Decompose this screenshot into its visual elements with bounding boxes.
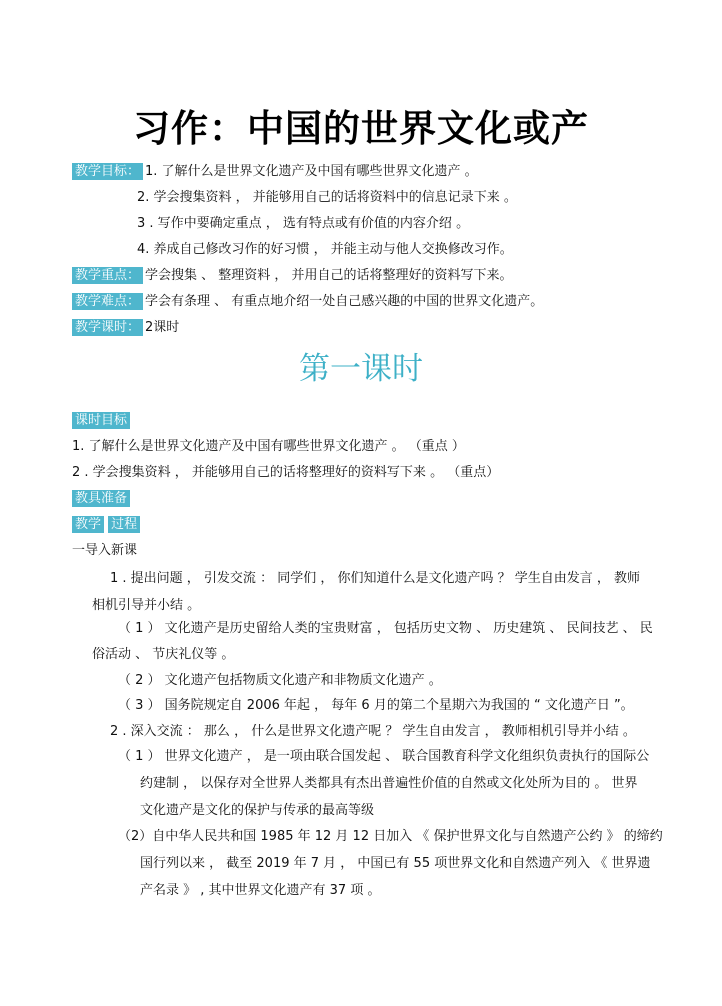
body-line: 文化遗产是文化的保护与传承的最高等级 <box>140 803 375 818</box>
body-line: 产名录 》 , 其中世界文化遗产有 37 项 。 <box>140 883 381 898</box>
difficulty-text: 学会有条理 、 有重点地介绍一处自己感兴趣的中国的世界文化遗产。 <box>145 294 544 309</box>
body-line: （ 2 ） 文化遗产包括物质文化遗产和非物质文化遗产 。 <box>118 673 442 688</box>
lesson-goal-heading <box>72 412 130 430</box>
lesson-goal-item: 2 . 学会搜集资料 ， 并能够用自己的话将整理好的资料写下来 。 （重点） <box>72 465 500 480</box>
body-line: （ 1 ） 世界文化遗产 ， 是一项由联合国发起 、 联合国教育科学文化组织负责执行的国际公 <box>118 749 650 764</box>
objective-item: 3 . 写作中要确定重点 ， 选有特点或有价值的内容介绍 。 <box>137 216 470 231</box>
difficulty-label: 教学难点： <box>72 293 143 310</box>
body-line: （2）自中华人民共和国 1985 年 12 月 12 日加入 《 保护世界文化与自然遗产公约 》 的缔约 <box>118 829 663 844</box>
process-label-a: 教学 <box>72 516 104 533</box>
lesson-goal-label: 课时目标 <box>72 412 130 429</box>
body-line: （ 3 ） 国务院规定自 2006 年起 ， 每年 6 月的第二个星期六为我国的 “ 文化遗产日 ”。 <box>118 698 634 713</box>
objective-item: 4. 养成自己修改习作的好习惯 ， 并能主动与他人交换修改习作。 <box>137 242 513 257</box>
process-label-b: 过程 <box>108 516 140 533</box>
objective-item: 2. 学会搜集资料 ， 并能够用自己的话将资料中的信息记录下来 。 <box>137 190 517 205</box>
hours-label: 教学课时： <box>72 319 143 336</box>
prep-heading <box>72 490 130 508</box>
focus-row <box>72 267 513 285</box>
lesson-goal-item: 1. 了解什么是世界文化遗产及中国有哪些世界文化遗产 。 （重点 ） <box>72 439 465 454</box>
body-line: 1 . 提出问题 ， 引发交流 ： 同学们 ， 你们知道什么是文化遗产吗 ？ 学生自由发言 ， 教师 <box>110 571 640 586</box>
objectives-label: 教学目标： <box>72 163 143 180</box>
prep-label: 教具准备 <box>72 490 130 507</box>
difficulty-row <box>72 293 543 311</box>
body-line: 俗活动 、 节庆礼仪等 。 <box>92 647 235 662</box>
objective-item: 1. 了解什么是世界文化遗产及中国有哪些世界文化遗产 。 <box>145 164 478 179</box>
process-heading <box>72 516 140 534</box>
focus-text: 学会搜集 、 整理资料 ， 并用自己的话将整理好的资料写下来。 <box>145 268 513 283</box>
body-line: 2 . 深入交流 ： 那么 ， 什么是世界文化遗产呢 ？ 学生自由发言 ， 教师相机引导并小结 。 <box>110 724 636 739</box>
focus-label: 教学重点： <box>72 267 143 284</box>
body-line: （ 1 ） 文化遗产是历史留给人类的宝贵财富 ， 包括历史文物 、 历史建筑 、 民间技艺 、 民 <box>118 621 653 636</box>
page-title: 习作：中国的世界文化或产 <box>133 107 589 150</box>
objective-row-1 <box>72 163 478 181</box>
body-line: 约建制 ， 以保存对全世界人类都具有杰出普遍性价值的自然或文化处所为目的 。 世界 <box>140 776 638 791</box>
body-line: 相机引导并小结 。 <box>92 598 201 613</box>
body-line: 国行列以来 ， 截至 2019 年 7 月 ， 中国已有 55 项世界文化和自然遗产列入 《 世界遗 <box>140 856 651 871</box>
lesson-title: 第一课时 <box>299 351 423 387</box>
hours-row <box>72 319 179 337</box>
hours-text: 2课时 <box>145 320 180 335</box>
section-heading: 一导入新课 <box>72 543 138 558</box>
